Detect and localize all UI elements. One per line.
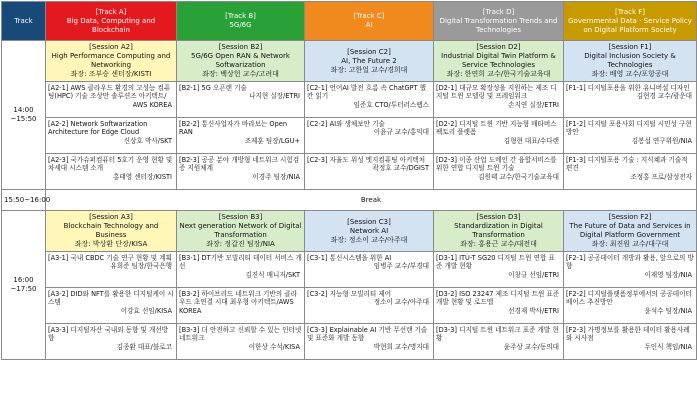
session-row: [2, 211, 697, 252]
talk-cell: [F1-1] 디지털포용을 위한 유니버설 디자인 김현경 교수/광운대: [564, 82, 697, 118]
track-header-b: [Track B] 5G/6G: [177, 2, 305, 41]
talk-row: [2, 288, 697, 324]
talk-cell: [D3-2] ISO 23247 제조 디지털 트윈 표준 개발 현황 및 로드맵 선경재 박사/ETRI: [434, 288, 564, 324]
track-header-c: [Track C] AI: [305, 2, 434, 41]
session-cell: [Session A3] Blockchain Technology and Business 좌장: 박상환 단장/KISA: [46, 211, 177, 252]
talk-cell: [A3-1] 국내 CBDC 기술 연구 현황 및 계획 유희준 팀장/한국은행: [46, 252, 177, 288]
session-cell: [Session F2] The Future of Data and Services in Digital Platform Government 좌장: 최진원 교수/대구대: [564, 211, 697, 252]
session-cell: [Session D3] Standardization in Digital Transformation 좌장: 홍용근 교수/대전대: [434, 211, 564, 252]
session-cell: [Session B2] 5G/6G Open RAN & Network Softwarization 좌장: 백상헌 교수/고려대: [177, 41, 305, 82]
talk-cell: [B2-1] 5G 오픈랜 기술 나지현 실장/ETRI: [177, 82, 305, 118]
break-time: 15:50~16:00: [2, 190, 46, 211]
time-slot: 14:00 ~15:50: [2, 41, 46, 190]
session-cell: [Session C3] Network AI 좌장: 정소이 교수/아주대: [305, 211, 434, 252]
talk-cell: [C2-1] 언어AI 발전 흐름 속 ChatGPT 했칸 읽기 임준호 CTO/투터러스랩스: [305, 82, 434, 118]
session-cell: [Session F1] Digital Inclusion Society & Technologies 좌장: 배영 교수/포항공대: [564, 41, 697, 82]
talk-cell: [C3-3] Explainable AI 기반 무선랜 기술 및 표준화 개발 동향 박현희 교수/명지대: [305, 324, 434, 360]
talk-cell: [F2-2] 디지털플랫폼정부에서의 공공데이터베이스 추진방안 윤석수 팀장/NIA: [564, 288, 697, 324]
talk-cell: [D2-3] 이종 산업 도메인 간 융합서비스를 위한 연합 디지털 트윈 기술 김원태 교수/한국기술교육대: [434, 154, 564, 190]
talk-cell: [C3-1] 통신시스템을 위한 AI 임병주 교수/부경대: [305, 252, 434, 288]
talk-cell: [C2-2] AI와 생체보안 기술 이윤규 교수/홍익대: [305, 118, 434, 154]
talk-cell: [D3-1] ITU-T SG20 디지털 트윈 연합 표준 개발 현황 이창규 선임/ETRI: [434, 252, 564, 288]
session-cell: [Session B3] Next generation Network of Digital Transformation 좌장: 정갑진 팀장/NIA: [177, 211, 305, 252]
talk-cell: [D2-1] 대규모 확장성을 지원하는 제조 디지털 트윈 모델링 및 프레임워크 손지연 실장/ETRI: [434, 82, 564, 118]
talk-cell: [D2-2] 디지털 트윈 기반 지능형 매타버스 팩토리 플랫폼 김형현 대표/수다랜: [434, 118, 564, 154]
talk-cell: [A3-2] DID와 NFT를 활용한 디지털케이 시스템 이강효 선임/KISA: [46, 288, 177, 324]
talk-row: [2, 252, 697, 288]
session-cell: [Session C2] AI, The Future 2 좌장: 고한얼 교수/경희대: [305, 41, 434, 82]
track-header-d: [Track D] Digital Transformation Trends and Technologies: [434, 2, 564, 41]
talk-cell: [B3-3] 더 안전하고 신뢰할 수 있는 인터넷 네트워크 이한상 수석/KISA: [177, 324, 305, 360]
session-row: [2, 41, 697, 82]
talk-cell: [C2-3] 자율도 위성 엣지컴퓨팅 아키텍처 곽정호 교수/DGIST: [305, 154, 434, 190]
talk-row: [2, 324, 697, 360]
program-table: [1, 1, 697, 360]
session-cell: [Session D2] Industrial Digital Twin Platform & Service Technologies 좌장: 한연희 교수/한국기술교육대: [434, 41, 564, 82]
talk-cell: [F1-2] 디지털 포용사회 디지털 시민성 구현 방안 김봉섭 연구위원/NIA: [564, 118, 697, 154]
track-header-f: [Track F] Governmental Data · Service Policy on Digital Platform Society: [564, 2, 697, 41]
talk-row: [2, 118, 697, 154]
talk-cell: [A3-3] 디지털자산 국내외 동향 및 개선방향 김종환 대표/블로코: [46, 324, 177, 360]
session-cell: [Session A2] High Performance Computing and Networking 좌장: 조부승 센터장/KISTI: [46, 41, 177, 82]
talk-row: [2, 82, 697, 118]
talk-cell: [B2-2] 통신사업자가 바라보는 Open RAN 조제훈 팀장/LGU+: [177, 118, 305, 154]
talk-cell: [F1-3] 디지털포용 기술 : 지식쳬과 기술적 편견 조정홍 프로/삼성전자: [564, 154, 697, 190]
talk-cell: [B3-1] DT기반 모빌리티 데이터 서비스 개선 김진식 매니저/SKT: [177, 252, 305, 288]
talk-cell: [B2-3] 공공 분야 개방형 네트워크 시험검증 지원체계 이경주 팀장/NIA: [177, 154, 305, 190]
talk-cell: [A2-3] 국가슈퍼컴퓨터 5호기 운영 현황 및 차세대 시스템 소개 홍태영 센터장/KISTI: [46, 154, 177, 190]
talk-cell: [B3-2] 하이브리드 네트워크 기반의 클라우드 초연결 시대 최우형 아키텍트/AWS KOREA: [177, 288, 305, 324]
talk-cell: [D3-3] 디지털 트윈 네트워크 표준 개발 현황 윤주상 교수/동의대: [434, 324, 564, 360]
talk-cell: [F2-1] 공공데이터 개방과 활용, 앞으로의 방향 이재영 팀장/NIA: [564, 252, 697, 288]
talk-cell: [A2-2] Network Softwarization Architecture for Edge Cloud 신상호 박사/SKT: [46, 118, 177, 154]
talk-row: [2, 154, 697, 190]
talk-cell: [C3-2] 지능형 모빌리티 제어 정소이 교수/아주대: [305, 288, 434, 324]
talk-cell: [F2-3] 가명정보를 활용한 데이터 활용사례와 시사점 두인식 책임/NIA: [564, 324, 697, 360]
break-label: Break: [46, 190, 697, 211]
time-slot: 16:00 ~17:50: [2, 211, 46, 360]
talk-cell: [A2-1] AWS 클라우드 환경의 고성능 컴퓨팅(HPC) 기술 조상만 솔루션즈 아키텍트/ AWS KOREA: [46, 82, 177, 118]
track-header-row: [2, 2, 697, 41]
break-row: [2, 190, 697, 211]
track-header-a: [Track A] Big Data, Computing and Blockchain: [46, 2, 177, 41]
track-label: Track: [2, 2, 46, 41]
